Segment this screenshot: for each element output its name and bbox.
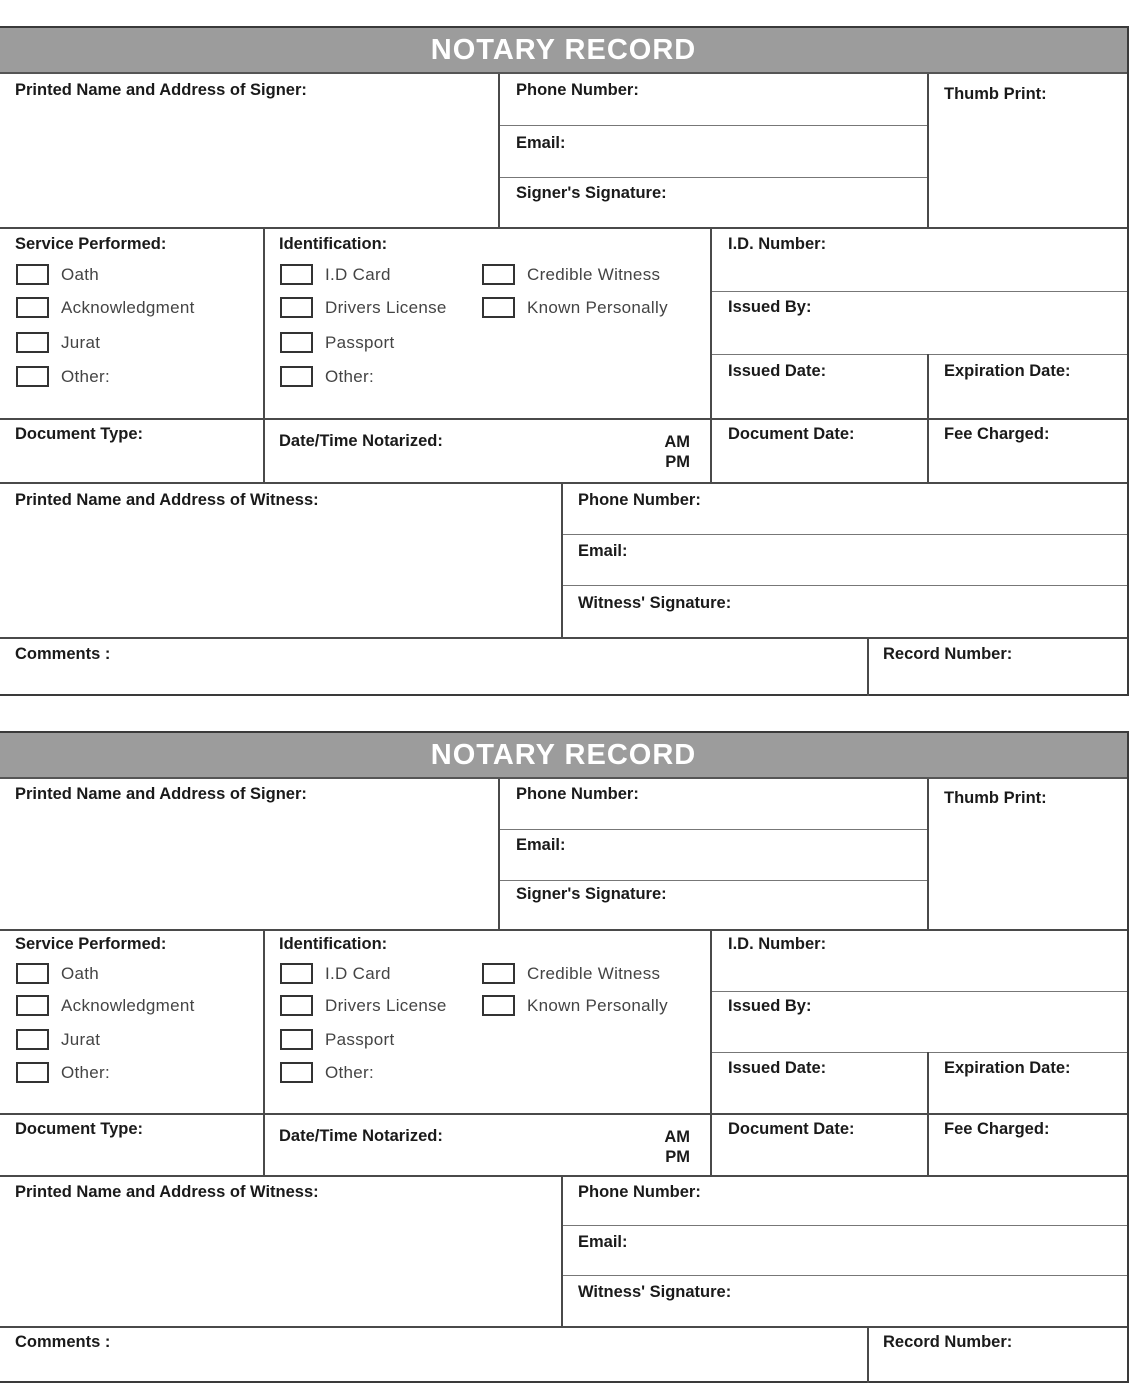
checkbox[interactable] — [482, 264, 515, 285]
witness-email-label: Email: — [578, 542, 628, 560]
service-option-other[interactable]: Other: — [16, 1062, 110, 1083]
id-option-id-card[interactable]: I.D Card — [280, 963, 391, 984]
witness-phone-label: Phone Number: — [578, 491, 701, 509]
checkbox[interactable] — [280, 963, 313, 984]
issued-by-label: Issued By: — [728, 298, 812, 316]
record-title: NOTARY RECORD — [0, 733, 1127, 779]
notary-record-2 — [0, 731, 1129, 1383]
signer-signature-label: Signer's Signature: — [516, 184, 667, 202]
checkbox[interactable] — [16, 995, 49, 1016]
id-option-drivers-license[interactable]: Drivers License — [280, 297, 447, 318]
thumb-print-label: Thumb Print: — [944, 789, 1047, 807]
id-number-label: I.D. Number: — [728, 935, 827, 953]
id-option-id-card[interactable]: I.D Card — [280, 264, 391, 285]
expiration-date-label: Expiration Date: — [944, 1059, 1071, 1077]
comments-label: Comments : — [15, 1333, 111, 1351]
checkbox[interactable] — [16, 297, 49, 318]
document-date-label: Document Date: — [728, 1120, 855, 1138]
witness-name-address-label: Printed Name and Address of Witness: — [15, 1183, 319, 1201]
witness-signature-label: Witness' Signature: — [578, 594, 732, 612]
fee-charged-label: Fee Charged: — [944, 1120, 1050, 1138]
comments-label: Comments : — [15, 645, 111, 663]
id-option-other[interactable]: Other: — [280, 366, 374, 387]
checkbox[interactable] — [280, 366, 313, 387]
notary-record-1 — [0, 26, 1129, 696]
identification-label: Identification: — [279, 235, 388, 253]
witness-signature-label: Witness' Signature: — [578, 1283, 732, 1301]
signer-name-address-label: Printed Name and Address of Signer: — [15, 785, 307, 803]
checkbox[interactable] — [16, 1029, 49, 1050]
id-option-credible-witness[interactable]: Credible Witness — [482, 264, 660, 285]
am-pm-marker: AM PM — [664, 1128, 690, 1166]
checkbox[interactable] — [16, 963, 49, 984]
record-title: NOTARY RECORD — [0, 28, 1127, 74]
checkbox[interactable] — [280, 1062, 313, 1083]
record-number-label: Record Number: — [883, 1333, 1013, 1351]
id-option-known-personally[interactable]: Known Personally — [482, 297, 668, 318]
service-option-oath[interactable]: Oath — [16, 264, 99, 285]
signer-email-label: Email: — [516, 836, 566, 854]
id-option-known-personally[interactable]: Known Personally — [482, 995, 668, 1016]
document-type-label: Document Type: — [15, 1120, 144, 1138]
id-option-passport[interactable]: Passport — [280, 1029, 395, 1050]
document-type-label: Document Type: — [15, 425, 144, 443]
signer-phone-label: Phone Number: — [516, 81, 639, 99]
date-time-notarized-label: Date/Time Notarized: — [279, 1127, 443, 1145]
issued-by-label: Issued By: — [728, 997, 812, 1015]
service-performed-label: Service Performed: — [15, 935, 167, 953]
am-pm-marker: AM PM — [664, 433, 690, 471]
id-number-label: I.D. Number: — [728, 235, 827, 253]
service-option-acknowledgment[interactable]: Acknowledgment — [16, 995, 195, 1016]
document-date-label: Document Date: — [728, 425, 855, 443]
thumb-print-label: Thumb Print: — [944, 85, 1047, 103]
id-option-credible-witness[interactable]: Credible Witness — [482, 963, 660, 984]
checkbox[interactable] — [16, 264, 49, 285]
service-option-acknowledgment[interactable]: Acknowledgment — [16, 297, 195, 318]
service-option-jurat[interactable]: Jurat — [16, 332, 100, 353]
checkbox[interactable] — [482, 963, 515, 984]
id-option-other[interactable]: Other: — [280, 1062, 374, 1083]
id-option-drivers-license[interactable]: Drivers License — [280, 995, 447, 1016]
signer-signature-label: Signer's Signature: — [516, 885, 667, 903]
checkbox[interactable] — [16, 332, 49, 353]
identification-label: Identification: — [279, 935, 388, 953]
checkbox[interactable] — [280, 1029, 313, 1050]
checkbox[interactable] — [280, 264, 313, 285]
service-option-other[interactable]: Other: — [16, 366, 110, 387]
witness-email-label: Email: — [578, 1233, 628, 1251]
service-option-oath[interactable]: Oath — [16, 963, 99, 984]
witness-phone-label: Phone Number: — [578, 1183, 701, 1201]
witness-name-address-label: Printed Name and Address of Witness: — [15, 491, 319, 509]
expiration-date-label: Expiration Date: — [944, 362, 1071, 380]
checkbox[interactable] — [482, 995, 515, 1016]
checkbox[interactable] — [482, 297, 515, 318]
signer-email-label: Email: — [516, 134, 566, 152]
record-number-label: Record Number: — [883, 645, 1013, 663]
date-time-notarized-label: Date/Time Notarized: — [279, 432, 443, 450]
issued-date-label: Issued Date: — [728, 362, 827, 380]
id-option-passport[interactable]: Passport — [280, 332, 395, 353]
signer-name-address-label: Printed Name and Address of Signer: — [15, 81, 307, 99]
signer-phone-label: Phone Number: — [516, 785, 639, 803]
service-option-jurat[interactable]: Jurat — [16, 1029, 100, 1050]
fee-charged-label: Fee Charged: — [944, 425, 1050, 443]
checkbox[interactable] — [16, 366, 49, 387]
issued-date-label: Issued Date: — [728, 1059, 827, 1077]
checkbox[interactable] — [280, 297, 313, 318]
service-performed-label: Service Performed: — [15, 235, 167, 253]
checkbox[interactable] — [16, 1062, 49, 1083]
checkbox[interactable] — [280, 332, 313, 353]
checkbox[interactable] — [280, 995, 313, 1016]
